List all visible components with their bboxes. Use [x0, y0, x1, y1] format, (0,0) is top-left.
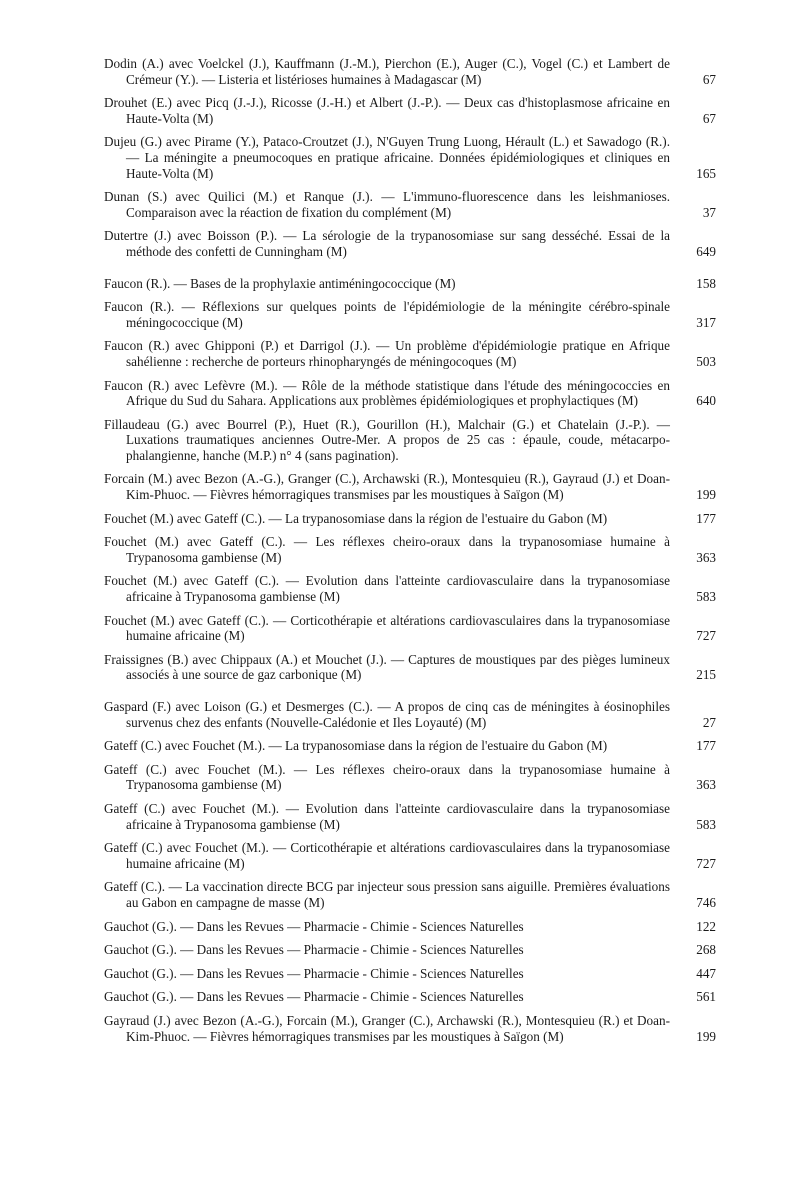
entry-text: Faucon (R.) avec Ghipponi (P.) et Darrigol (J.). — Un problème d'épidémiologie pratique en Afrique sahélienne : recherche de porteurs rhinopharyngés de méningocoques (M) [104, 338, 670, 369]
entry-text: Gayraud (J.) avec Bezon (A.-G.), Forcain (M.), Granger (C.), Archawski (R.), Montesquieu (R.) et Doan-Kim-Phuoc. — Fièvres hémorragiques transmises par les moustiques à Saïgon (M) [104, 1012, 670, 1044]
entry-page-number: 27 [676, 715, 716, 731]
entry-page-number: 317 [676, 315, 716, 331]
entry-page-number: 268 [676, 942, 716, 958]
entry-text: Dujeu (G.) avec Pirame (Y.), Pataco-Croutzet (J.), N'Guyen Trung Luong, Hérault (L.) et Sawadogo (R.). — La méningite a pneumocoques en pratique africaine. Données épidémiologiques et cliniques en Haute-Volta (M) [104, 134, 670, 181]
index-entry [104, 378, 716, 409]
entry-text: Fouchet (M.) avec Gateff (C.). — Les réflexes cheiro-oraux dans la trypanosomiase humaine à Trypanosoma gambiense (M) [104, 534, 670, 565]
index-entry [104, 471, 716, 502]
entry-page-number: 727 [676, 628, 716, 644]
entry-text: Gateff (C.) avec Fouchet (M.). — Evolution dans l'atteinte cardiovasculaire dans la trypanosomiase africaine à Trypanosoma gambiense (M) [104, 800, 670, 832]
entry-page-number: 37 [676, 205, 716, 221]
entry-text: Gaspard (F.) avec Loison (G.) et Desmerges (C.). — A propos de cinq cas de méningites à éosinophiles survenus chez des enfants (Nouvelle-Calédonie et Iles Loyauté) (M) [104, 699, 670, 730]
entry-text: Drouhet (E.) avec Picq (J.-J.), Ricosse (J.-H.) et Albert (J.-P.). — Deux cas d'histoplasmose africaine en Haute-Volta (M) [104, 95, 670, 126]
entry-text: Gateff (C.) avec Fouchet (M.). — Corticothérapie et altérations cardiovasculaires dans la trypanosomiase humaine africaine (M) [104, 840, 670, 871]
entry-text: Gateff (C.). — La vaccination directe BCG par injecteur sous pression sans aiguille. Premières évaluations au Gabon en campagne de masse (M) [104, 879, 670, 910]
index-entry [104, 1013, 716, 1044]
author-index-list [104, 56, 716, 1052]
index-entry [104, 840, 716, 871]
index-entry [104, 134, 716, 181]
index-entry [104, 762, 716, 793]
index-entry [104, 573, 716, 604]
entry-page-number: 158 [676, 276, 716, 292]
entry-page-number: 561 [676, 989, 716, 1005]
entry-text: Fouchet (M.) avec Gateff (C.). — Evolution dans l'atteinte cardiovasculaire dans la trypanosomiase africaine à Trypanosoma gambiense (M) [104, 573, 670, 605]
index-entry [104, 989, 716, 1005]
entry-page-number: 503 [676, 354, 716, 370]
entry-text: Gauchot (G.). — Dans les Revues — Pharmacie - Chimie - Sciences Naturelles [104, 989, 524, 1005]
index-entry [104, 417, 716, 464]
entry-page-number: 363 [676, 777, 716, 793]
entry-page-number: 640 [676, 393, 716, 409]
entry-page-number: 199 [676, 1029, 716, 1045]
index-entry [104, 534, 716, 565]
entry-page-number: 199 [676, 487, 716, 503]
entry-text: Gateff (C.) avec Fouchet (M.). — Les réflexes cheiro-oraux dans la trypanosomiase humaine à Trypanosoma gambiense (M) [104, 761, 670, 793]
index-entry [104, 228, 716, 259]
index-entry [104, 189, 716, 220]
entry-text: Forcain (M.) avec Bezon (A.-G.), Granger (C.), Archawski (R.), Montesquieu (R.), Gayraud (J.) et Doan-Kim-Phuoc. — Fièvres hémorragiques transmises par les moustiques à Saïgon (M) [104, 471, 670, 503]
entry-page-number: 67 [676, 111, 716, 127]
entry-text: Gauchot (G.). — Dans les Revues — Pharmacie - Chimie - Sciences Naturelles [104, 942, 524, 958]
index-entry [104, 738, 716, 754]
entry-text: Fillaudeau (G.) avec Bourrel (P.), Huet (R.), Gourillon (H.), Malchair (G.) et Chatelain (J.-P.). — Luxations traumatiques anciennes Outre-Mer. A propos de 25 cas : épaule, coude, métacarpo-phalangienne, hanche (M.P.) n° 4 (sans pagination). [104, 416, 670, 463]
entry-page-number: 649 [676, 244, 716, 260]
index-entry [104, 942, 716, 958]
index-entry [104, 699, 716, 730]
entry-text: Faucon (R.) avec Lefèvre (M.). — Rôle de la méthode statistique dans l'étude des méningococcies en Afrique du Sud du Sahara. Applications aux problèmes épidémiologiques et prophylactiques (M) [104, 377, 670, 409]
entry-page-number: 165 [676, 166, 716, 182]
entry-text: Faucon (R.). — Réflexions sur quelques points de l'épidémiologie de la méningite cérébro-spinale méningococcique (M) [104, 299, 670, 330]
entry-text: Gauchot (G.). — Dans les Revues — Pharmacie - Chimie - Sciences Naturelles [104, 918, 524, 934]
entry-text: Gateff (C.) avec Fouchet (M.). — La trypanosomiase dans la région de l'estuaire du Gabon (M) [104, 738, 608, 754]
entry-page-number: 67 [676, 72, 716, 88]
index-entry [104, 879, 716, 910]
index-entry [104, 95, 716, 126]
entry-text: Dodin (A.) avec Voelckel (J.), Kauffmann (J.-M.), Pierchon (E.), Auger (C.), Vogel (C.) et Lambert de Crémeur (Y.). — Listeria et listérioses humaines à Madagascar (M) [104, 56, 670, 87]
index-entry [104, 276, 716, 292]
entry-text: Fouchet (M.) avec Gateff (C.). — La trypanosomiase dans la région de l'estuaire du Gabon (M) [104, 510, 608, 526]
entry-page-number: 363 [676, 550, 716, 566]
index-entry [104, 801, 716, 832]
index-entry [104, 338, 716, 369]
entry-text: Fouchet (M.) avec Gateff (C.). — Corticothérapie et altérations cardiovasculaires dans la trypanosomiase humaine africaine (M) [104, 612, 670, 644]
index-entry [104, 299, 716, 330]
entry-page-number: 583 [676, 817, 716, 833]
entry-page-number: 447 [676, 966, 716, 982]
entry-page-number: 727 [676, 856, 716, 872]
index-entry [104, 613, 716, 644]
index-entry [104, 511, 716, 527]
index-entry [104, 652, 716, 683]
entry-page-number: 177 [676, 511, 716, 527]
entry-page-number: 177 [676, 738, 716, 754]
entry-page-number: 215 [676, 667, 716, 683]
index-entry [104, 966, 716, 982]
entry-page-number: 746 [676, 895, 716, 911]
entry-text: Gauchot (G.). — Dans les Revues — Pharmacie - Chimie - Sciences Naturelles [104, 965, 524, 981]
index-entry [104, 919, 716, 935]
entry-text: Dunan (S.) avec Quilici (M.) et Ranque (J.). — L'immuno-fluorescence dans les leishmanioses. Comparaison avec la réaction de fixation du complément (M) [104, 189, 670, 220]
entry-text: Faucon (R.). — Bases de la prophylaxie antiméningococcique (M) [104, 275, 456, 291]
entry-page-number: 122 [676, 919, 716, 935]
entry-text: Dutertre (J.) avec Boisson (P.). — La sérologie de la trypanosomiase sur sang desséché. Essai de la méthode des confetti de Cunningham (M) [104, 228, 670, 259]
entry-page-number: 583 [676, 589, 716, 605]
index-entry [104, 56, 716, 87]
entry-text: Fraissignes (B.) avec Chippaux (A.) et Mouchet (J.). — Captures de moustiques par des pièges lumineux associés à une source de gaz carbonique (M) [104, 651, 670, 683]
